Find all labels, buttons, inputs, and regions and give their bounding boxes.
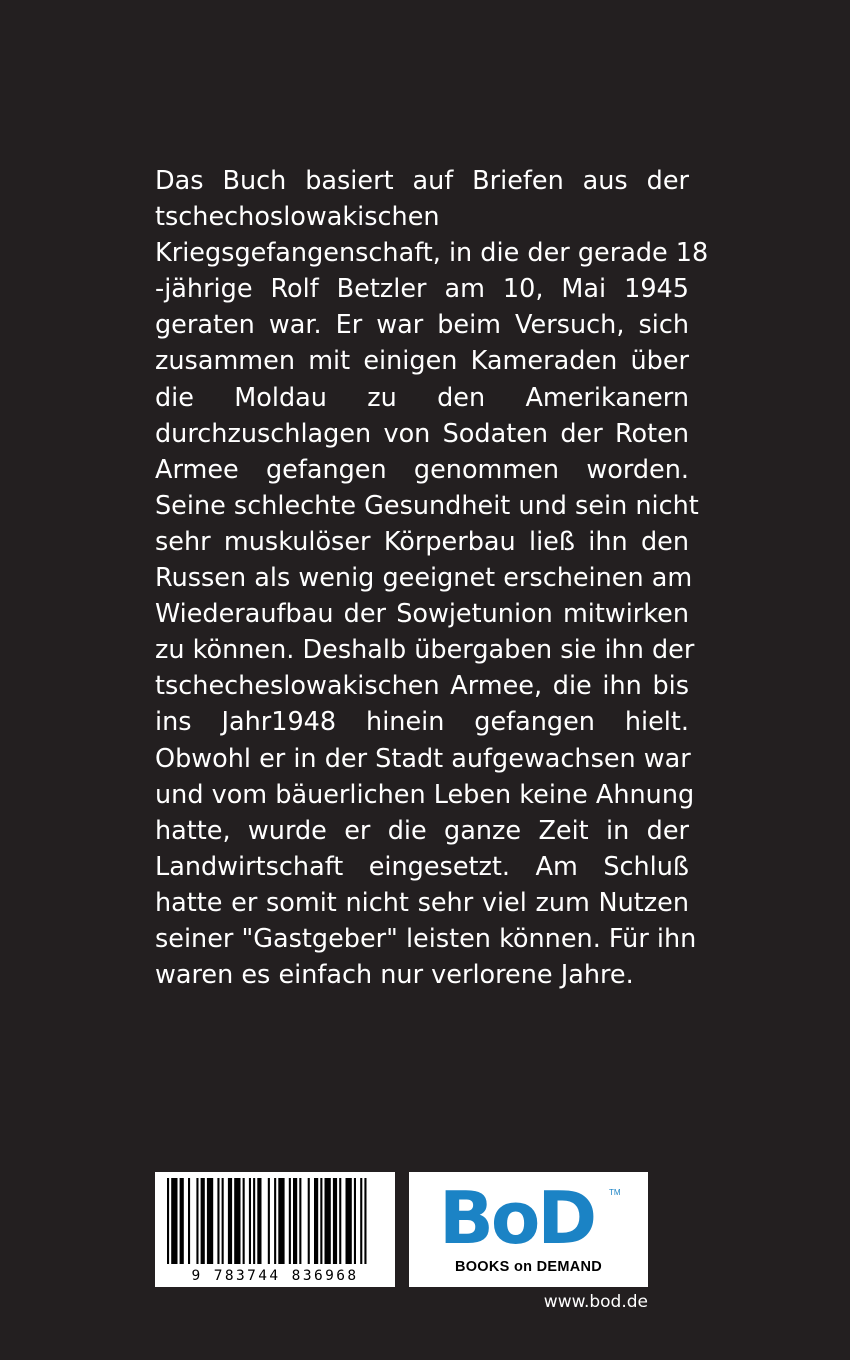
blurb-line: tschechoslowakischen xyxy=(155,202,440,233)
barcode-bar xyxy=(180,1178,184,1264)
isbn-number: 9 783744 836968 xyxy=(191,1268,359,1284)
barcode-bar xyxy=(274,1178,276,1264)
barcode-bar xyxy=(243,1178,245,1264)
blurb-line: Das Buch basiert auf Briefen aus der xyxy=(155,166,689,196)
barcode-bar xyxy=(222,1178,224,1264)
barcode-bar xyxy=(234,1178,240,1264)
barcode-bars xyxy=(167,1178,383,1264)
blurb-line: hatte, wurde er die ganze Zeit in der xyxy=(155,815,689,846)
blurb-line: zu können. Deshalb übergaben sie ihn der xyxy=(155,635,695,666)
barcode-bar xyxy=(364,1178,366,1264)
blurb-line: geraten war. Er war beim Versuch, sich xyxy=(155,310,689,341)
blurb-line: durchzuschlagen von Sodaten der Roten xyxy=(155,418,689,449)
barcode-bar xyxy=(299,1178,301,1264)
blurb-line: -jährige Rolf Betzler am 10, Mai 1945 xyxy=(155,274,689,305)
blurb-line: Armee gefangen genommen worden. xyxy=(155,454,689,485)
blurb-text xyxy=(155,163,709,993)
blurb-line: sehr muskulöser Körperbau ließ ihn den xyxy=(155,526,689,557)
blurb-line: Obwohl er in der Stadt aufgewachsen war xyxy=(155,743,691,774)
blurb-line: Wiederaufbau der Sowjetunion mitwirken xyxy=(155,599,689,630)
barcode-bar xyxy=(167,1178,169,1264)
blurb-line: waren es einfach nur verlorene Jahre. xyxy=(155,960,634,991)
barcode-bar xyxy=(354,1178,356,1264)
blurb-line: zusammen mit einigen Kameraden über xyxy=(155,346,689,377)
barcode-bar xyxy=(293,1178,297,1264)
publisher-logo xyxy=(409,1172,648,1287)
barcode-bar xyxy=(201,1178,205,1264)
barcode-bar xyxy=(253,1178,255,1264)
blurb-line: Russen als wenig geeignet erscheinen am xyxy=(155,563,693,594)
barcode-bar xyxy=(346,1178,352,1264)
barcode-bar xyxy=(360,1178,362,1264)
barcode-bar xyxy=(171,1178,177,1264)
blurb-line: tschecheslowakischen Armee, die ihn bis xyxy=(155,671,689,702)
barcode-bar xyxy=(314,1178,318,1264)
barcode-bar xyxy=(257,1178,261,1264)
barcode-bar xyxy=(188,1178,190,1264)
barcode-bar xyxy=(308,1178,310,1264)
blurb-line: ins Jahr1948 hinein gefangen hielt. xyxy=(155,707,689,738)
publisher-tagline: BOOKS on DEMAND xyxy=(454,1259,603,1275)
bod-logo-mark: BoD xyxy=(439,1176,595,1260)
barcode-bar xyxy=(320,1178,322,1264)
barcode-bar xyxy=(339,1178,341,1264)
barcode-bar xyxy=(228,1178,232,1264)
barcode-bar xyxy=(289,1178,291,1264)
blurb-line: seiner "Gastgeber" leisten können. Für ihn xyxy=(155,923,697,954)
blurb-line: Landwirtschaft eingesetzt. Am Schluß xyxy=(155,851,689,882)
barcode-bar xyxy=(278,1178,284,1264)
barcode-bar xyxy=(207,1178,213,1264)
blurb-line: die Moldau zu den Amerikanern xyxy=(155,382,689,413)
trademark-symbol: TM xyxy=(609,1188,621,1197)
barcode-bar xyxy=(217,1178,219,1264)
blurb-line: und vom bäuerlichen Leben keine Ahnung xyxy=(155,779,695,810)
barcode-bar xyxy=(325,1178,331,1264)
blurb-line: hatte er somit nicht sehr viel zum Nutzen xyxy=(155,887,689,918)
blurb-line: Kriegsgefangenschaft, in die der gerade 18 xyxy=(155,238,709,269)
barcode-bar xyxy=(249,1178,251,1264)
barcode-bar xyxy=(196,1178,198,1264)
barcode-bar xyxy=(268,1178,270,1264)
publisher-website: www.bod.de xyxy=(543,1292,648,1312)
barcode-bar xyxy=(333,1178,337,1264)
blurb-line: Seine schlechte Gesundheit und sein nicht xyxy=(155,490,699,521)
isbn-barcode xyxy=(155,1172,395,1287)
